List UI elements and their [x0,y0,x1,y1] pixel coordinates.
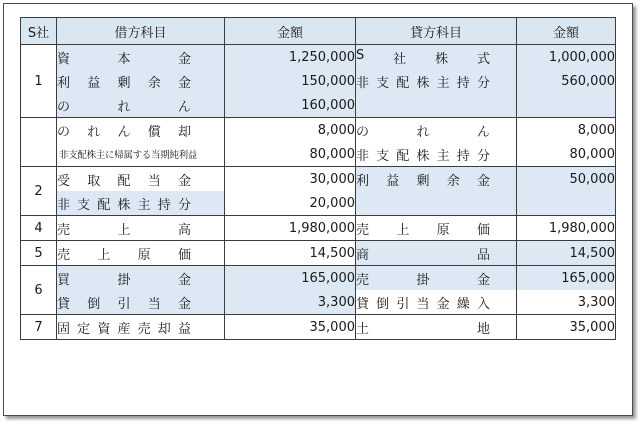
account-char: 配 [97,197,111,213]
account-char: 配 [396,148,410,164]
account-char: 株 [416,75,430,91]
credit-account [356,216,517,241]
account-char: 非 [57,197,71,213]
debit-account [57,93,225,118]
entry-number: 7 [21,315,57,340]
debit-account [57,315,225,340]
credit-account [356,118,517,143]
table-row [21,118,616,143]
debit-amount: 30,000 [225,167,356,192]
debit-account [57,45,225,70]
account-char: 剰 [416,173,430,189]
account-char: 余 [446,173,460,189]
account-name [356,293,490,312]
credit-amount: 3,300 [517,290,616,315]
account-char: 支 [376,148,390,164]
credit-amount: 1,000,000 [517,45,616,70]
account-char: 取 [87,173,101,189]
table-row [21,45,616,70]
account-char: 余 [147,75,161,91]
account-name [356,318,490,337]
account-name [57,244,191,263]
credit-amount: 14,500 [517,241,616,266]
account-char: 金 [436,296,450,312]
account-char: 産 [117,321,131,337]
account-char: 原 [436,222,450,238]
account-name [57,194,191,213]
credit-amount: 80,000 [517,142,616,167]
account-char: 上 [396,222,410,238]
debit-account-label: 非支配株主に帰属する当期純利益 [59,149,198,161]
debit-account [57,266,225,291]
account-char: 株 [435,51,449,67]
credit-account [356,69,517,93]
account-char: 引 [396,296,410,312]
account-char: 式 [476,51,490,67]
credit-account [356,266,517,291]
header-debit-account: 借方科目 [57,18,225,45]
account-char: 持 [157,197,171,213]
credit-account [356,45,517,70]
account-name [356,48,490,67]
account-char: ん [476,124,490,140]
table-row [21,142,616,167]
credit-amount: 8,000 [517,118,616,143]
entry-number: 2 [21,167,57,216]
account-name [356,244,490,263]
account-char: 利 [356,173,370,189]
table-row [21,216,616,241]
account-char: 掛 [117,272,131,288]
account-char: 貸 [57,296,71,312]
credit-account [356,93,517,118]
account-char: れ [117,99,131,115]
account-char: 品 [476,247,490,263]
account-char: 買 [57,272,71,288]
account-char: 当 [147,173,161,189]
account-char: 金 [476,173,490,189]
account-char: の [57,99,71,115]
account-char: 引 [117,296,131,312]
header-debit-amount: 金額 [225,18,356,45]
account-name [356,121,490,140]
account-name [356,219,490,238]
account-char: 本 [117,51,131,67]
account-char: 上 [97,247,111,263]
account-char: 利 [57,75,71,91]
account-char: 上 [117,222,131,238]
account-char: 金 [177,51,191,67]
account-name [356,145,490,164]
account-char: 金 [177,272,191,288]
credit-account [356,167,517,192]
account-char: S [356,47,365,63]
header-company: S社 [21,18,57,45]
account-char: 商 [356,247,370,263]
debit-amount: 3,300 [225,290,356,315]
table-row [21,315,616,340]
account-char: 支 [77,197,91,213]
debit-account [57,216,225,241]
table-row [21,241,616,266]
account-char: 金 [177,75,191,91]
account-char: 益 [177,321,191,337]
account-name [356,72,490,91]
account-char: 分 [476,148,490,164]
debit-account [57,241,225,266]
entry-number: 4 [21,216,57,241]
account-char: 主 [436,75,450,91]
header-credit-amount: 金額 [517,18,616,45]
account-char: 土 [356,321,370,337]
credit-amount [517,93,616,118]
account-char: 定 [77,321,91,337]
account-char: 倒 [87,296,101,312]
account-char: の [57,124,71,140]
debit-account [57,290,225,315]
debit-amount: 14,500 [225,241,356,266]
credit-account [356,191,517,216]
account-char: 金 [177,173,191,189]
debit-amount: 165,000 [225,266,356,291]
account-name [57,72,191,91]
account-char: 配 [396,75,410,91]
account-char: れ [87,124,101,140]
account-char: 当 [147,296,161,312]
account-name [356,269,490,288]
credit-amount: 560,000 [517,69,616,93]
table-frame [3,3,633,416]
account-name [57,48,191,67]
table-row [21,69,616,93]
account-char: 株 [416,148,430,164]
account-char: 社 [393,51,407,67]
account-char: 売 [137,321,151,337]
account-char: 売 [57,247,71,263]
account-char: 倒 [376,296,390,312]
account-char: 主 [137,197,151,213]
account-char: 価 [177,247,191,263]
account-char: 当 [416,296,430,312]
account-char: 受 [57,173,71,189]
account-name [57,293,191,312]
debit-amount: 150,000 [225,69,356,93]
account-name [356,170,490,189]
account-name [57,121,191,140]
account-char: 高 [177,222,191,238]
account-name [57,170,191,189]
account-char: 地 [476,321,490,337]
credit-amount [517,191,616,216]
debit-amount: 35,000 [225,315,356,340]
account-char: 価 [476,222,490,238]
debit-account [57,118,225,143]
account-char: 非 [356,148,370,164]
account-char: 売 [57,222,71,238]
account-char: の [356,124,370,140]
debit-amount: 1,980,000 [225,216,356,241]
debit-account [57,69,225,93]
account-char: 非 [356,75,370,91]
debit-account [57,191,225,216]
table-row [21,167,616,192]
header-row [21,18,616,45]
account-char: 繰 [456,296,470,312]
account-name [57,269,191,288]
account-char: 却 [157,321,171,337]
credit-amount: 35,000 [517,315,616,340]
account-char: 貸 [356,296,370,312]
credit-amount: 1,980,000 [517,216,616,241]
debit-account [57,142,225,167]
account-char: 分 [476,75,490,91]
account-char: 益 [87,75,101,91]
account-char: 資 [97,321,111,337]
debit-amount: 8,000 [225,118,356,143]
account-char: 売 [356,222,370,238]
account-char: 固 [57,321,71,337]
account-char: 支 [376,75,390,91]
account-char: 入 [476,296,490,312]
debit-amount: 80,000 [225,142,356,167]
account-char: 売 [356,272,370,288]
credit-account [356,142,517,167]
account-name [57,318,191,337]
table-row [21,266,616,291]
credit-account [356,241,517,266]
account-char: 却 [177,124,191,140]
account-char: 益 [386,173,400,189]
credit-account [356,315,517,340]
account-char: 持 [456,148,470,164]
credit-amount: 50,000 [517,167,616,192]
account-char: ん [177,99,191,115]
account-char: 金 [476,272,490,288]
account-char: 剰 [117,75,131,91]
account-char: 掛 [416,272,430,288]
debit-account [57,167,225,192]
account-char: 持 [456,75,470,91]
table-row [21,93,616,118]
account-char: 金 [177,296,191,312]
account-char: 償 [147,124,161,140]
account-name [57,96,191,115]
account-char: 配 [117,173,131,189]
account-char: 原 [137,247,151,263]
account-char: 株 [117,197,131,213]
entry-number [21,118,57,167]
table-row [21,191,616,216]
entry-number: 6 [21,266,57,315]
account-char: 資 [57,51,71,67]
account-name [57,219,191,238]
journal-table [20,17,616,340]
debit-amount: 160,000 [225,93,356,118]
credit-amount: 165,000 [517,266,616,291]
debit-amount: 20,000 [225,191,356,216]
table-row [21,290,616,315]
debit-amount: 1,250,000 [225,45,356,70]
entry-number: 1 [21,45,57,118]
account-char: 分 [177,197,191,213]
account-char: れ [416,124,430,140]
account-char: ん [117,124,131,140]
account-char: 主 [436,148,450,164]
entry-number: 5 [21,241,57,266]
header-credit-account: 貸方科目 [356,18,517,45]
credit-account [356,290,517,315]
